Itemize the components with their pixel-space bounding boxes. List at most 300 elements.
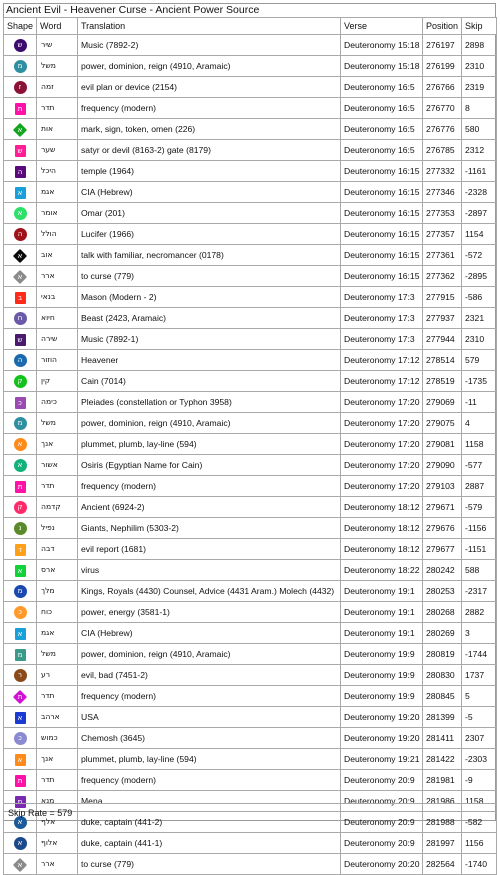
word-cell: ארר (37, 266, 78, 287)
position-cell: 276197 (423, 35, 462, 56)
letter-marker-glyph: ת (17, 692, 23, 701)
verse-cell: Deuteronomy 17:12 (341, 350, 423, 371)
shape-cell (4, 749, 37, 770)
table-row (4, 308, 497, 329)
letter-marker-glyph: א (17, 755, 23, 764)
table-row (4, 413, 497, 434)
skip-cell: -1161 (462, 161, 497, 182)
shape-cell (4, 728, 37, 749)
letter-marker-icon (15, 565, 26, 577)
column-header-shape: Shape (4, 18, 37, 35)
table-row (4, 245, 497, 266)
position-cell: 281988 (423, 812, 462, 833)
table-row (4, 686, 497, 707)
verse-cell: Deuteronomy 19:20 (341, 707, 423, 728)
letter-marker-icon (14, 606, 27, 619)
letter-marker-icon (14, 60, 27, 73)
letter-marker-glyph: ה (17, 167, 23, 176)
table-row (4, 56, 497, 77)
skip-cell: -5 (462, 707, 497, 728)
letter-marker-icon (14, 207, 27, 220)
shape-cell (4, 392, 37, 413)
letter-marker-glyph: ז (18, 83, 22, 92)
shape-cell (4, 602, 37, 623)
shape-cell (4, 182, 37, 203)
letter-marker-icon (14, 354, 27, 367)
verse-cell: Deuteronomy 17:20 (341, 476, 423, 497)
letter-marker-glyph: א (17, 440, 23, 449)
letter-marker-icon (13, 858, 27, 872)
letter-marker-glyph: ת (17, 776, 23, 785)
word-cell: אנך (37, 749, 78, 770)
skip-cell: 2319 (462, 77, 497, 98)
verse-cell: Deuteronomy 18:12 (341, 539, 423, 560)
verse-cell: Deuteronomy 20:9 (341, 770, 423, 791)
letter-marker-icon (14, 585, 27, 598)
letter-marker-glyph: א (17, 839, 23, 848)
verse-cell: Deuteronomy 16:15 (341, 203, 423, 224)
letter-marker-glyph: א (17, 461, 23, 470)
translation-cell: CIA (Hebrew) (78, 623, 341, 644)
table-row (4, 224, 497, 245)
translation-cell: Mena (78, 791, 341, 812)
word-cell: אגמ (37, 182, 78, 203)
letter-marker-icon (13, 270, 27, 284)
word-cell: קין (37, 371, 78, 392)
shape-cell (4, 413, 37, 434)
skip-cell: -11 (462, 392, 497, 413)
table-row (4, 140, 497, 161)
skip-cell: -1151 (462, 539, 497, 560)
letter-marker-glyph: א (17, 860, 23, 869)
letter-marker-glyph: מ (17, 419, 23, 428)
word-cell: כימה (37, 392, 78, 413)
translation-cell: Osiris (Egyptian Name for Cain) (78, 455, 341, 476)
translation-cell: frequency (modern) (78, 770, 341, 791)
position-cell: 279069 (423, 392, 462, 413)
word-cell: בנאי (37, 287, 78, 308)
translation-cell: frequency (modern) (78, 476, 341, 497)
skip-cell: 579 (462, 350, 497, 371)
word-cell: תדר (37, 98, 78, 119)
letter-marker-glyph: ה (17, 356, 23, 365)
word-cell: תדר (37, 770, 78, 791)
results-table (3, 17, 497, 875)
position-cell: 281981 (423, 770, 462, 791)
translation-cell: virus (78, 560, 341, 581)
word-cell: זמה (37, 77, 78, 98)
shape-cell (4, 35, 37, 56)
shape-cell (4, 455, 37, 476)
column-header-word: Word (37, 18, 78, 35)
skip-cell: 1154 (462, 224, 497, 245)
letter-marker-glyph: א (17, 125, 23, 134)
word-cell: הולל (37, 224, 78, 245)
letter-marker-icon (14, 459, 27, 472)
position-cell: 277944 (423, 329, 462, 350)
shape-cell (4, 203, 37, 224)
letter-marker-icon (15, 334, 26, 346)
table-row (4, 434, 497, 455)
word-cell: שער (37, 140, 78, 161)
translation-cell: frequency (modern) (78, 98, 341, 119)
letter-marker-glyph: כ (18, 398, 22, 407)
letter-marker-icon (15, 649, 26, 661)
letter-marker-glyph: נ (18, 524, 22, 533)
verse-cell: Deuteronomy 15:18 (341, 56, 423, 77)
letter-marker-icon (15, 544, 26, 556)
letter-marker-glyph: ה (17, 230, 23, 239)
verse-cell: Deuteronomy 16:15 (341, 245, 423, 266)
word-cell: אוב (37, 245, 78, 266)
table-row (4, 833, 497, 854)
table-row (4, 266, 497, 287)
shape-cell (4, 350, 37, 371)
skip-cell: 2310 (462, 56, 497, 77)
letter-marker-glyph: ר (18, 671, 22, 680)
verse-cell: Deuteronomy 15:18 (341, 35, 423, 56)
table-row (4, 182, 497, 203)
skip-cell: -1744 (462, 644, 497, 665)
word-cell: תדר (37, 686, 78, 707)
word-cell: משל (37, 56, 78, 77)
shape-cell (4, 854, 37, 875)
position-cell: 280269 (423, 623, 462, 644)
word-cell: מלך (37, 581, 78, 602)
translation-cell: Pleiades (constellation or Typhon 3958) (78, 392, 341, 413)
shape-cell (4, 224, 37, 245)
position-cell: 276770 (423, 98, 462, 119)
shape-cell (4, 371, 37, 392)
table-row (4, 371, 497, 392)
letter-marker-icon (13, 249, 27, 263)
letter-marker-glyph: ש (17, 335, 23, 344)
table-row (4, 497, 497, 518)
shape-cell (4, 833, 37, 854)
shape-cell (4, 560, 37, 581)
letter-marker-icon (14, 522, 27, 535)
translation-cell: power, dominion, reign (4910, Aramaic) (78, 413, 341, 434)
letter-marker-icon (14, 417, 27, 430)
position-cell: 277353 (423, 203, 462, 224)
table-row (4, 518, 497, 539)
shape-cell (4, 665, 37, 686)
table-row (4, 623, 497, 644)
letter-marker-icon (14, 438, 27, 451)
skip-cell: 2882 (462, 602, 497, 623)
letter-marker-glyph: א (17, 818, 23, 827)
letter-marker-icon (14, 39, 27, 52)
position-cell: 280253 (423, 581, 462, 602)
shape-cell (4, 119, 37, 140)
letter-marker-glyph: ת (17, 104, 23, 113)
shape-cell (4, 56, 37, 77)
translation-cell: Beast (2423, Aramaic) (78, 308, 341, 329)
position-cell: 278519 (423, 371, 462, 392)
table-row (4, 560, 497, 581)
verse-cell: Deuteronomy 18:22 (341, 560, 423, 581)
shape-cell (4, 329, 37, 350)
position-cell: 280242 (423, 560, 462, 581)
verse-cell: Deuteronomy 16:5 (341, 98, 423, 119)
translation-cell: to curse (779) (78, 266, 341, 287)
letter-marker-icon (15, 481, 26, 493)
translation-cell: power, dominion, reign (4910, Aramaic) (78, 644, 341, 665)
skip-cell: -2328 (462, 182, 497, 203)
word-cell: אנך (37, 434, 78, 455)
skip-cell: -2895 (462, 266, 497, 287)
word-cell: משל (37, 644, 78, 665)
word-cell: כמוש (37, 728, 78, 749)
page-title: Ancient Evil - Heavener Curse - Ancient Power Source (6, 4, 260, 16)
position-cell: 279081 (423, 434, 462, 455)
table-row (4, 539, 497, 560)
translation-cell: power, dominion, reign (4910, Aramaic) (78, 56, 341, 77)
letter-marker-icon (14, 732, 27, 745)
skip-cell: -586 (462, 287, 497, 308)
skip-cell: 3 (462, 623, 497, 644)
word-cell: מנא (37, 791, 78, 812)
word-cell: קדמה (37, 497, 78, 518)
shape-cell (4, 539, 37, 560)
shape-cell (4, 140, 37, 161)
skip-cell: 1156 (462, 833, 497, 854)
word-cell: אלוף (37, 833, 78, 854)
shape-cell (4, 770, 37, 791)
verse-cell: Deuteronomy 16:15 (341, 266, 423, 287)
letter-marker-icon (15, 166, 26, 178)
shape-cell (4, 308, 37, 329)
letter-marker-icon (15, 775, 26, 787)
shape-cell (4, 287, 37, 308)
translation-cell: USA (78, 707, 341, 728)
skip-cell: 1737 (462, 665, 497, 686)
shape-cell (4, 581, 37, 602)
verse-cell: Deuteronomy 19:1 (341, 623, 423, 644)
skip-cell: 2321 (462, 308, 497, 329)
table-row (4, 707, 497, 728)
letter-marker-icon (14, 501, 27, 514)
shape-cell (4, 518, 37, 539)
letter-marker-glyph: א (17, 209, 23, 218)
translation-cell: Cain (7014) (78, 371, 341, 392)
verse-cell: Deuteronomy 16:5 (341, 140, 423, 161)
position-cell: 276199 (423, 56, 462, 77)
position-cell: 277346 (423, 182, 462, 203)
translation-cell: CIA (Hebrew) (78, 182, 341, 203)
word-cell: רע (37, 665, 78, 686)
position-cell: 279103 (423, 476, 462, 497)
word-cell: אגמ (37, 623, 78, 644)
letter-marker-glyph: א (17, 566, 23, 575)
translation-cell: evil plan or device (2154) (78, 77, 341, 98)
translation-cell: Ancient (6924-2) (78, 497, 341, 518)
letter-marker-icon (15, 103, 26, 115)
shape-cell (4, 623, 37, 644)
position-cell: 276785 (423, 140, 462, 161)
table-header-row (4, 18, 497, 35)
position-cell: 281411 (423, 728, 462, 749)
skip-cell: 2898 (462, 35, 497, 56)
verse-cell: Deuteronomy 17:12 (341, 371, 423, 392)
shape-cell (4, 266, 37, 287)
translation-cell: Omar (201) (78, 203, 341, 224)
letter-marker-icon (14, 312, 27, 325)
letter-marker-icon (15, 712, 26, 724)
shape-cell (4, 77, 37, 98)
translation-cell: Kings, Royals (4430) Counsel, Advice (4431 Aram.) Molech (4432) (78, 581, 341, 602)
word-cell: ארהב (37, 707, 78, 728)
skip-rate-label: Skip Rate = 579 (8, 808, 73, 818)
word-cell: אלף (37, 812, 78, 833)
skip-cell: -2897 (462, 203, 497, 224)
letter-marker-glyph: מ (17, 650, 23, 659)
word-cell: אומר (37, 203, 78, 224)
letter-marker-icon (14, 375, 27, 388)
verse-cell: Deuteronomy 17:3 (341, 329, 423, 350)
shape-cell (4, 434, 37, 455)
translation-cell: Music (7892-1) (78, 329, 341, 350)
table-row (4, 455, 497, 476)
shape-cell (4, 245, 37, 266)
position-cell: 278514 (423, 350, 462, 371)
letter-marker-glyph: א (17, 188, 23, 197)
translation-cell: Mason (Modern - 2) (78, 287, 341, 308)
letter-marker-icon (14, 837, 27, 850)
word-cell: ארר (37, 854, 78, 875)
letter-marker-glyph: מ (17, 587, 23, 596)
letter-marker-icon (15, 187, 26, 199)
verse-cell: Deuteronomy 17:20 (341, 455, 423, 476)
skip-cell: 2312 (462, 140, 497, 161)
column-header-position: Position (423, 18, 462, 35)
translation-cell: temple (1964) (78, 161, 341, 182)
letter-marker-glyph: א (17, 713, 23, 722)
verse-cell: Deuteronomy 16:15 (341, 182, 423, 203)
translation-cell: Heavener (78, 350, 341, 371)
word-cell: דבה (37, 539, 78, 560)
verse-cell: Deuteronomy 16:15 (341, 161, 423, 182)
translation-cell: power, energy (3581-1) (78, 602, 341, 623)
skip-cell: -577 (462, 455, 497, 476)
verse-cell: Deuteronomy 17:20 (341, 392, 423, 413)
table-row (4, 854, 497, 875)
letter-marker-glyph: ש (17, 41, 23, 50)
table-row (4, 392, 497, 413)
word-cell: כוח (37, 602, 78, 623)
skip-cell: -2317 (462, 581, 497, 602)
word-cell: אות (37, 119, 78, 140)
table-row (4, 161, 497, 182)
translation-cell: Music (7892-2) (78, 35, 341, 56)
column-header-translation: Translation (78, 18, 341, 35)
table-row (4, 749, 497, 770)
position-cell: 279676 (423, 518, 462, 539)
position-cell: 276776 (423, 119, 462, 140)
position-cell: 277937 (423, 308, 462, 329)
skip-cell: -1740 (462, 854, 497, 875)
verse-cell: Deuteronomy 19:1 (341, 581, 423, 602)
verse-cell: Deuteronomy 18:12 (341, 518, 423, 539)
letter-marker-icon (15, 754, 26, 766)
skip-cell: 8 (462, 98, 497, 119)
position-cell: 281986 (423, 791, 462, 812)
column-header-skip: Skip (462, 18, 497, 35)
table-row (4, 119, 497, 140)
letter-marker-glyph: ק (17, 503, 23, 512)
shape-cell (4, 707, 37, 728)
position-cell: 276766 (423, 77, 462, 98)
translation-cell: plummet, plumb, lay-line (594) (78, 434, 341, 455)
letter-marker-icon (13, 690, 27, 704)
skip-cell: -582 (462, 812, 497, 833)
shape-cell (4, 161, 37, 182)
letter-marker-glyph: א (17, 272, 23, 281)
position-cell: 281997 (423, 833, 462, 854)
word-cell: אשור (37, 455, 78, 476)
verse-cell: Deuteronomy 20:9 (341, 812, 423, 833)
footer-bar (3, 803, 496, 821)
position-cell: 279075 (423, 413, 462, 434)
translation-cell: talk with familiar, necromancer (0178) (78, 245, 341, 266)
verse-cell: Deuteronomy 19:9 (341, 665, 423, 686)
table-row (4, 350, 497, 371)
translation-cell: frequency (modern) (78, 686, 341, 707)
verse-cell: Deuteronomy 19:1 (341, 602, 423, 623)
letter-marker-glyph: ק (17, 377, 23, 386)
letter-marker-glyph: ד (18, 545, 22, 554)
position-cell: 282564 (423, 854, 462, 875)
position-cell: 281399 (423, 707, 462, 728)
table-row (4, 644, 497, 665)
table-row (4, 770, 497, 791)
skip-cell: 4 (462, 413, 497, 434)
verse-cell: Deuteronomy 17:20 (341, 413, 423, 434)
table-row (4, 329, 497, 350)
skip-cell: -9 (462, 770, 497, 791)
letter-marker-glyph: מ (17, 797, 23, 806)
position-cell: 280830 (423, 665, 462, 686)
position-cell: 277915 (423, 287, 462, 308)
letter-marker-icon (13, 123, 27, 137)
skip-cell: 2307 (462, 728, 497, 749)
position-cell: 277357 (423, 224, 462, 245)
translation-cell: plummet, plumb, lay-line (594) (78, 749, 341, 770)
letter-marker-icon (15, 145, 26, 157)
table-row (4, 203, 497, 224)
skip-cell: -572 (462, 245, 497, 266)
translation-cell: duke, captain (441-2) (78, 812, 341, 833)
verse-cell: Deuteronomy 16:5 (341, 119, 423, 140)
position-cell: 280268 (423, 602, 462, 623)
table-row (4, 581, 497, 602)
skip-cell: -579 (462, 497, 497, 518)
letter-marker-icon (14, 669, 27, 682)
verse-cell: Deuteronomy 20:9 (341, 833, 423, 854)
letter-marker-icon (14, 228, 27, 241)
verse-cell: Deuteronomy 20:20 (341, 854, 423, 875)
verse-cell: Deuteronomy 20:9 (341, 791, 423, 812)
letter-marker-glyph: ש (17, 146, 23, 155)
table-row (4, 476, 497, 497)
translation-cell: evil, bad (7451-2) (78, 665, 341, 686)
position-cell: 277362 (423, 266, 462, 287)
word-cell: נפיל (37, 518, 78, 539)
table-row (4, 728, 497, 749)
shape-cell (4, 497, 37, 518)
table-row (4, 602, 497, 623)
position-cell: 281422 (423, 749, 462, 770)
